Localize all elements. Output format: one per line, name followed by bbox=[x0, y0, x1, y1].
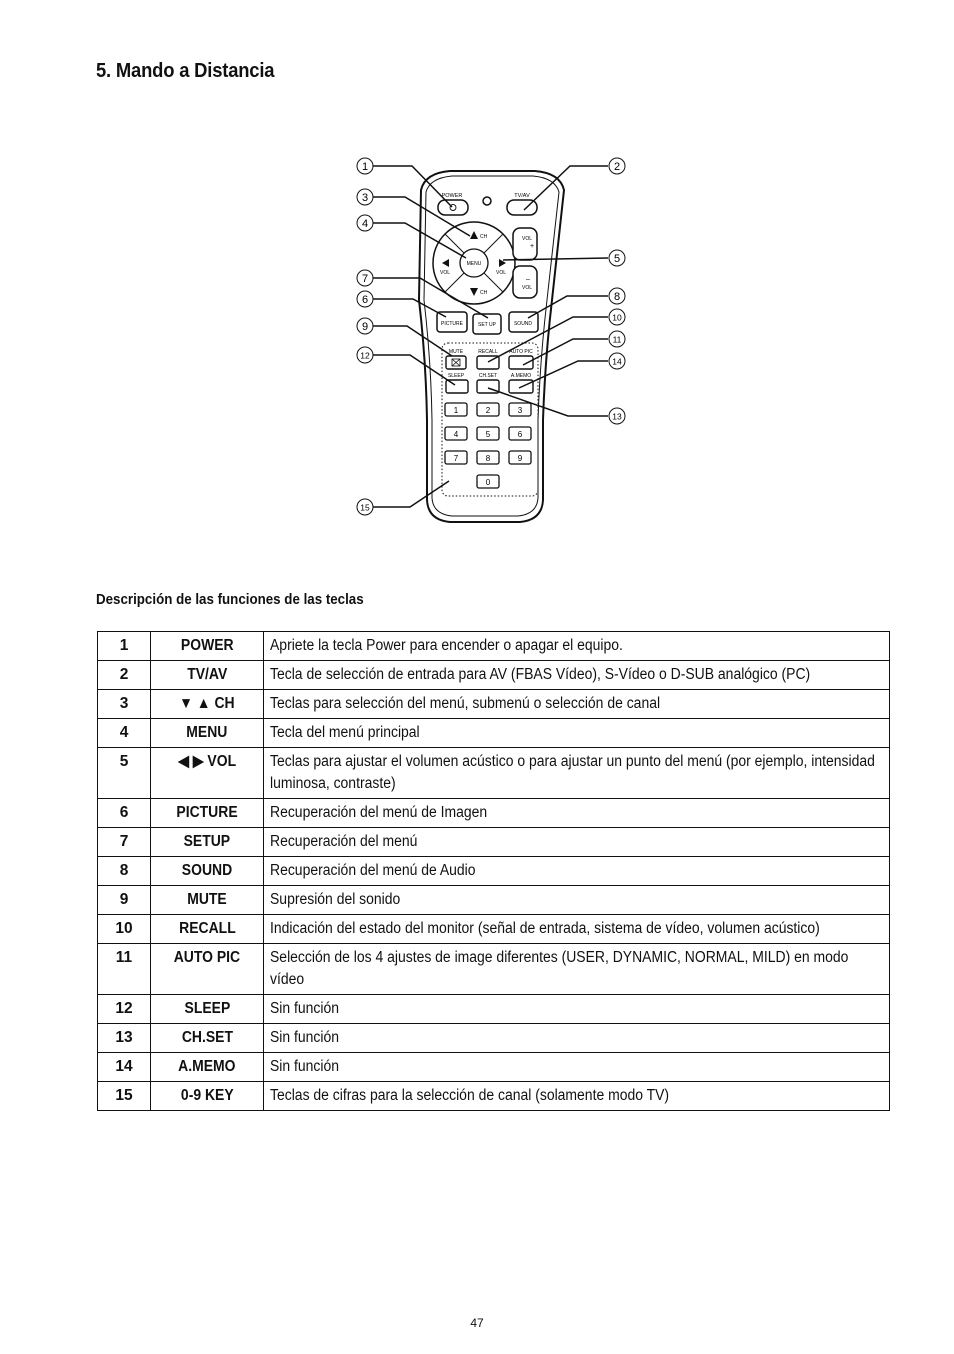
table-row bbox=[98, 857, 890, 886]
row-description-text: Recuperación del menú bbox=[270, 833, 418, 850]
row-key-name-text: A.MEMO bbox=[178, 1058, 236, 1075]
row-description-text: Recuperación del menú de Imagen bbox=[270, 804, 488, 821]
table-row bbox=[98, 799, 890, 828]
row-key-name bbox=[151, 1082, 264, 1111]
power-button bbox=[438, 200, 468, 215]
ch-down-label: CH bbox=[480, 290, 488, 296]
table-row bbox=[98, 690, 890, 719]
sleep-label: SLEEP bbox=[447, 373, 465, 379]
row-number: 3 bbox=[98, 690, 151, 719]
row-description-text: Teclas para selección del menú, submenú o selección de canal bbox=[270, 695, 661, 712]
table-row bbox=[98, 828, 890, 857]
callout-number-11: 11 bbox=[612, 334, 622, 345]
row-key-name-text: MENU bbox=[186, 724, 228, 741]
row-number: 9 bbox=[98, 886, 151, 915]
chset-label: CH.SET bbox=[478, 373, 498, 379]
row-description bbox=[264, 915, 890, 944]
row-number: 14 bbox=[98, 1053, 151, 1082]
callout-number-8: 8 bbox=[613, 291, 621, 303]
recall-label: RECALL bbox=[478, 349, 498, 355]
digit-label-9: 9 bbox=[517, 454, 523, 463]
digit-label-7: 7 bbox=[453, 454, 459, 463]
setup-label: SET UP bbox=[478, 322, 496, 328]
amemo-label: A.MEMO bbox=[510, 373, 532, 379]
row-number: 4 bbox=[98, 719, 151, 748]
ch-up-label: CH bbox=[480, 234, 488, 240]
table-row bbox=[98, 748, 890, 799]
callout-number-9: 9 bbox=[361, 321, 369, 333]
callout-number-15: 15 bbox=[360, 502, 370, 513]
row-key-name bbox=[151, 748, 264, 799]
row-description bbox=[264, 748, 890, 799]
remote-control-diagram bbox=[340, 150, 640, 530]
row-description-text: Teclas para ajustar el volumen acústico o para ajustar un punto del menú (por ejemplo, intensidad luminosa, contraste) bbox=[270, 753, 875, 792]
row-description bbox=[264, 1024, 890, 1053]
digit-label-1: 1 bbox=[453, 406, 459, 415]
row-description-text: Supresión del sonido bbox=[270, 891, 401, 908]
callout-number-14: 14 bbox=[612, 356, 622, 367]
row-key-name-text: ◀ ▶ VOL bbox=[178, 753, 236, 770]
row-key-name-text: TV/AV bbox=[186, 666, 228, 683]
row-description bbox=[264, 632, 890, 661]
row-number: 10 bbox=[98, 915, 151, 944]
table-row bbox=[98, 915, 890, 944]
row-description-text: Selección de los 4 ajustes de image diferentes (USER, DYNAMIC, NORMAL, MILD) en modo vídeo bbox=[270, 949, 849, 988]
row-key-name bbox=[151, 915, 264, 944]
row-description bbox=[264, 857, 890, 886]
led-indicator-icon bbox=[483, 197, 491, 205]
row-description bbox=[264, 1053, 890, 1082]
row-description bbox=[264, 995, 890, 1024]
power-label: POWER bbox=[441, 193, 463, 199]
row-key-name bbox=[151, 1024, 264, 1053]
row-key-name-text: PICTURE bbox=[176, 804, 238, 821]
digit-label-2: 2 bbox=[485, 406, 491, 415]
row-key-name bbox=[151, 690, 264, 719]
page-number: 47 bbox=[470, 1316, 484, 1330]
row-key-name bbox=[151, 944, 264, 995]
row-key-name-text: CH.SET bbox=[181, 1029, 233, 1046]
row-key-name bbox=[151, 828, 264, 857]
row-number: 5 bbox=[98, 748, 151, 799]
row-description bbox=[264, 886, 890, 915]
row-key-name bbox=[151, 719, 264, 748]
mute-label: MUTE bbox=[448, 349, 464, 355]
row-key-name bbox=[151, 995, 264, 1024]
row-key-name-text: SETUP bbox=[183, 833, 231, 850]
row-number: 2 bbox=[98, 661, 151, 690]
row-description bbox=[264, 690, 890, 719]
row-key-name-text: ▼ ▲ CH bbox=[179, 695, 235, 712]
plus-icon: + bbox=[530, 243, 535, 250]
callout-number-7: 7 bbox=[361, 273, 369, 285]
table-row bbox=[98, 995, 890, 1024]
digit-label-8: 8 bbox=[485, 454, 491, 463]
page-title: 5. Mando a Distancia bbox=[96, 60, 275, 82]
row-key-name bbox=[151, 857, 264, 886]
digit-label-6: 6 bbox=[517, 430, 523, 439]
row-key-name bbox=[151, 799, 264, 828]
row-key-name-text: SLEEP bbox=[184, 1000, 230, 1017]
digit-label-3: 3 bbox=[517, 406, 523, 415]
minus-icon: – bbox=[526, 276, 530, 283]
row-description bbox=[264, 719, 890, 748]
row-key-name-text: MUTE bbox=[187, 891, 227, 908]
table-row bbox=[98, 1024, 890, 1053]
callout-number-2: 2 bbox=[613, 161, 621, 173]
row-number: 1 bbox=[98, 632, 151, 661]
digit-label-5: 5 bbox=[485, 430, 491, 439]
picture-label: PICTURE bbox=[441, 321, 463, 327]
section-subtitle: Descripción de las funciones de las teclas bbox=[96, 592, 364, 608]
row-key-name-text: POWER bbox=[180, 637, 234, 654]
row-number: 7 bbox=[98, 828, 151, 857]
row-description-text: Recuperación del menú de Audio bbox=[270, 862, 476, 879]
table-row bbox=[98, 944, 890, 995]
callout-number-6: 6 bbox=[361, 294, 369, 306]
row-description-text: Tecla del menú principal bbox=[270, 724, 420, 741]
table-row bbox=[98, 719, 890, 748]
callout-number-5: 5 bbox=[613, 253, 621, 265]
digit-label-4: 4 bbox=[453, 430, 459, 439]
row-description bbox=[264, 1082, 890, 1111]
row-key-name-text: AUTO PIC bbox=[173, 949, 241, 966]
row-key-name bbox=[151, 1053, 264, 1082]
key-function-table bbox=[97, 631, 890, 1111]
row-description-text: Sin función bbox=[270, 1058, 340, 1075]
table-row bbox=[98, 1082, 890, 1111]
row-description bbox=[264, 828, 890, 857]
row-key-name bbox=[151, 632, 264, 661]
row-description-text: Sin función bbox=[270, 1000, 340, 1017]
vol-minus-label: VOL bbox=[522, 285, 533, 291]
sound-label: SOUND bbox=[513, 321, 533, 327]
row-key-name bbox=[151, 661, 264, 690]
menu-label: MENU bbox=[466, 261, 482, 267]
callout-number-4: 4 bbox=[361, 218, 369, 230]
row-description-text: Teclas de cifras para la selección de canal (solamente modo TV) bbox=[270, 1087, 670, 1104]
table-row bbox=[98, 661, 890, 690]
row-key-name-text: SOUND bbox=[181, 862, 233, 879]
digit-label-0: 0 bbox=[485, 478, 491, 487]
table-row bbox=[98, 632, 890, 661]
row-description-text: Tecla de selección de entrada para AV (FBAS Vídeo), S-Vídeo o D-SUB analógico (PC) bbox=[270, 666, 811, 683]
table-row bbox=[98, 886, 890, 915]
row-description bbox=[264, 944, 890, 995]
row-key-name-text: RECALL bbox=[178, 920, 236, 937]
row-description-text: Indicación del estado del monitor (señal de entrada, sistema de vídeo, volumen acústico) bbox=[270, 920, 820, 937]
row-number: 11 bbox=[98, 944, 151, 995]
row-key-name bbox=[151, 886, 264, 915]
row-description-text: Sin función bbox=[270, 1029, 340, 1046]
vol-right-label: VOL bbox=[496, 270, 507, 276]
tvav-label: TV/AV bbox=[514, 193, 530, 199]
row-number: 6 bbox=[98, 799, 151, 828]
row-number: 8 bbox=[98, 857, 151, 886]
callout-number-12: 12 bbox=[360, 350, 370, 361]
row-number: 15 bbox=[98, 1082, 151, 1111]
callout-number-3: 3 bbox=[361, 192, 369, 204]
vol-plus-label: VOL bbox=[522, 236, 533, 242]
vol-minus-button bbox=[513, 266, 537, 298]
row-description bbox=[264, 661, 890, 690]
callout-number-1: 1 bbox=[361, 161, 369, 173]
row-key-name-text: 0-9 KEY bbox=[180, 1087, 234, 1104]
table-row bbox=[98, 1053, 890, 1082]
row-description bbox=[264, 799, 890, 828]
row-number: 13 bbox=[98, 1024, 151, 1053]
vol-left-label: VOL bbox=[440, 270, 451, 276]
callout-number-10: 10 bbox=[612, 312, 622, 323]
autopic-label: AUTO PIC bbox=[509, 349, 533, 355]
callout-number-13: 13 bbox=[612, 411, 622, 422]
row-number: 12 bbox=[98, 995, 151, 1024]
row-description-text: Apriete la tecla Power para encender o apagar el equipo. bbox=[270, 637, 623, 654]
